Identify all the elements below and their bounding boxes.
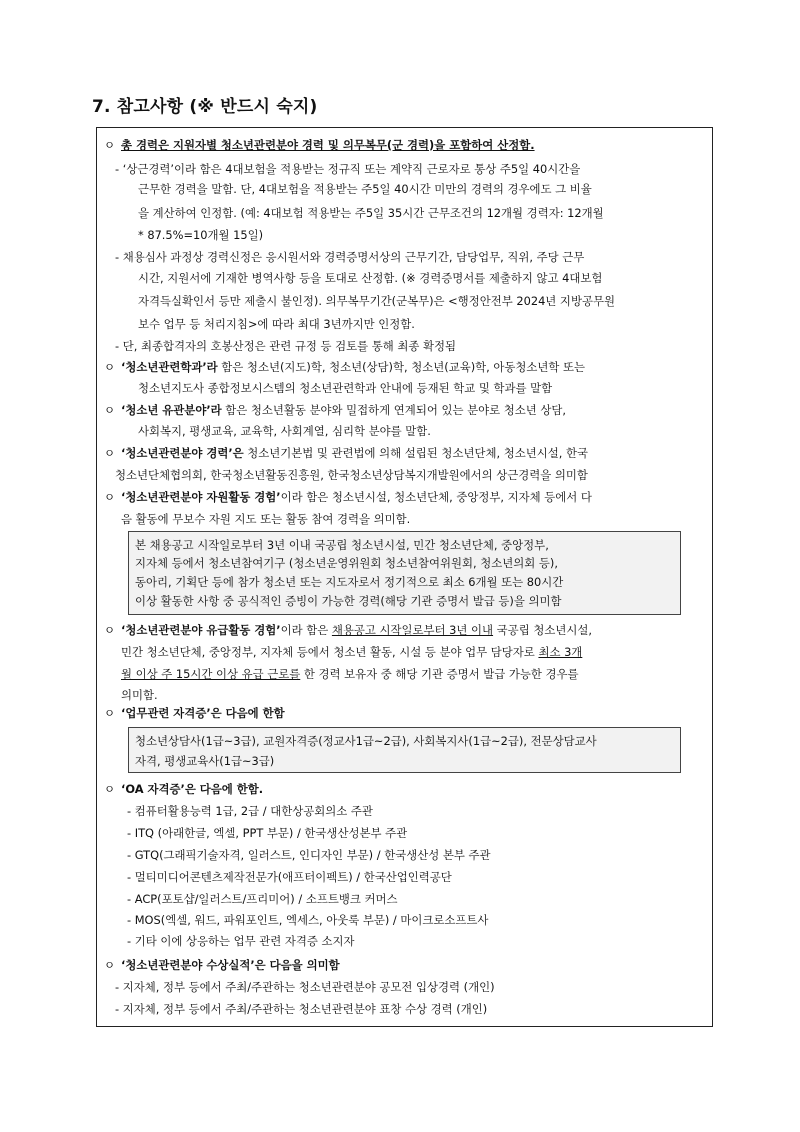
career-review-line-3: 자격득실확인서 등만 제출시 불인정). 의무복무기간(군복무)은 <행정안전부 2024년 지방공무원 xyxy=(138,294,615,308)
fulltime-career-line-1: - ‘상근경력’이라 함은 4대보험을 적용받는 정규직 또는 계약직 근로자로 통상 주5일 40시간을 xyxy=(115,162,581,176)
salary-step-note: - 단, 최종합격자의 호봉산정은 관련 규정 등 검토를 통해 최종 확정됨 xyxy=(115,339,457,353)
bullet-icon: ㅇ xyxy=(104,403,116,417)
oa-item: - 기타 이에 상응하는 업무 관련 자격증 소지자 xyxy=(127,934,355,948)
volunteer-box-line-2: 지자체 등에서 청소년참여기구 (청소년운영위원회 청소년참여위원회, 청소년의회 등), xyxy=(135,556,558,570)
awards-item: - 지자체, 정부 등에서 주최/주관하는 청소년관련분야 공모전 입상경력 (개인) xyxy=(115,980,495,994)
paid-activity-line-2-text: 민간 청소년단체, 중앙정부, 지자체 등에서 청소년 활동, 시설 등 분야 업무 담당자로 xyxy=(121,645,539,659)
volunteer-term: ‘청소년관련분야 자원활동 경험’ xyxy=(121,490,281,504)
section-title: 7. 참고사항 (※ 반드시 숙지) xyxy=(92,97,318,117)
paid-activity-hours: 월 이상 주 15시간 이상 유급 근로를 xyxy=(121,667,301,681)
career-review-line-1: - 채용심사 과정상 경력신정은 응시원서와 경력증명서상의 근무기간, 담당업무, 직위, 주당 근무 xyxy=(115,250,585,264)
oa-heading: ‘OA 자격증’은 다음에 한함. xyxy=(121,782,264,796)
bullet-icon: ㅇ xyxy=(104,138,116,152)
fulltime-career-line-2: 근무한 경력을 말함. 단, 4대보험을 적용받는 주5일 40시간 미만의 경력의 경우에도 그 비율 xyxy=(138,182,592,196)
field-career-line-2: 청소년단체협의회, 한국청소년활동진흥원, 한국청소년상담복지개발원에서의 상근경력을 의미함 xyxy=(115,468,588,482)
volunteer-line-1 xyxy=(121,490,592,505)
related-field-term: ‘청소년 유관분야’라 xyxy=(121,403,222,417)
related-field-line-2: 사회복지, 평생교육, 교육학, 사회계열, 심리학 분야를 말함. xyxy=(138,424,431,438)
licenses-heading: ‘업무관련 자격증’은 다음에 한함 xyxy=(121,706,285,720)
bullet-icon: ㅇ xyxy=(104,446,116,460)
oa-item: - ITQ (아래한글, 엑셀, PPT 부문) / 한국생산성본부 주관 xyxy=(127,826,408,840)
related-field-def: 함은 청소년활동 분야와 밀접하게 연계되어 있는 분야로 청소년 상담, xyxy=(221,403,566,417)
paid-activity-line-3 xyxy=(121,667,579,682)
bullet-icon: ㅇ xyxy=(104,623,116,637)
licenses-box-line-2: 자격, 평생교육사(1급~3급) xyxy=(135,754,275,768)
bullet-icon: ㅇ xyxy=(104,782,116,796)
field-career-term: ‘청소년관련분야 경력’은 xyxy=(121,446,244,460)
awards-heading: ‘청소년관련분야 수상실적’은 다음을 의미함 xyxy=(121,958,340,972)
bullet-icon: ㅇ xyxy=(104,958,116,972)
oa-item: - ACP(포토샵/일러스트/프리미어) / 소프트뱅크 커머스 xyxy=(127,892,398,906)
youth-dept-line-2: 청소년지도사 종합정보시스템의 청소년관련학과 안내에 등재된 학교 및 학과를 말함 xyxy=(138,381,553,395)
licenses-box-line-1: 청소년상담사(1급~3급), 교원자격증(정교사1급~2급), 사회복지사(1급~2급), 전문상담교사 xyxy=(135,734,597,748)
paid-activity-line-3-text: 한 경력 보유자 중 해당 기관 증명서 발급 가능한 경우를 xyxy=(300,667,579,681)
volunteer-line-2: 음 활동에 무보수 자원 지도 또는 활동 참여 경력을 의미함. xyxy=(121,512,411,526)
oa-item: - 컴퓨터활용능력 1급, 2급 / 대한상공회의소 주관 xyxy=(127,804,373,818)
volunteer-def: 이라 함은 청소년시설, 청소년단체, 중앙정부, 지자체 등에서 다 xyxy=(280,490,592,504)
bullet-icon: ㅇ xyxy=(104,706,116,720)
oa-item: - GTQ(그래픽기술자격, 일러스트, 인디자인 부문) / 한국생산성 본부 주관 xyxy=(127,848,491,862)
fulltime-career-line-3: 을 계산하여 인정함. (예: 4대보험 적용받는 주5일 35시간 근무조건의 12개월 경력자: 12개월 xyxy=(138,206,604,220)
field-career-line-1 xyxy=(121,446,588,461)
paid-activity-period: 채용공고 시작일로부터 3년 이내 xyxy=(331,623,494,637)
career-review-line-2: 시간, 지원서에 기재한 병역사항 등을 토대로 산정함. (※ 경력증명서를 제출하지 않고 4대보험 xyxy=(138,271,603,285)
paid-activity-def-b: 국공립 청소년시설, xyxy=(493,623,592,637)
total-career-heading: 총 경력은 지원자별 청소년관련분야 경력 및 의무복무(군 경력)을 포함하여 산정함. xyxy=(121,138,535,152)
volunteer-box-line-3: 동아리, 기획단 등에 참가 청소년 또는 지도자로서 정기적으로 최소 6개월 또는 80시간 xyxy=(135,575,564,589)
paid-activity-min-months: 최소 3개 xyxy=(538,645,583,659)
related-field-line-1 xyxy=(121,403,566,418)
youth-dept-def: 함은 청소년(지도)학, 청소년(상담)학, 청소년(교육)학, 아동청소년학 또는 xyxy=(217,360,586,374)
awards-item: - 지자체, 정부 등에서 주최/주관하는 청소년관련분야 표창 수상 경력 (개인) xyxy=(115,1002,488,1016)
bullet-icon: ㅇ xyxy=(104,360,116,374)
bullet-icon: ㅇ xyxy=(104,490,116,504)
career-review-line-4: 보수 업무 등 처리지침>에 따라 최대 3년까지만 인정함. xyxy=(138,317,415,331)
paid-activity-line-4: 의미함. xyxy=(121,688,158,702)
field-career-def: 청소년기본법 및 관련법에 의해 설립된 청소년단체, 청소년시설, 한국 xyxy=(243,446,588,460)
youth-dept-line-1 xyxy=(121,360,585,375)
paid-activity-line-2 xyxy=(121,645,582,660)
volunteer-box-line-4: 이상 활동한 사항 중 공식적인 증빙이 가능한 경력(해당 기관 증명서 발급 등)을 의미함 xyxy=(135,594,562,608)
youth-dept-term: ‘청소년관련학과’라 xyxy=(121,360,218,374)
oa-item: - 멀티미디어콘텐츠제작전문가(애프터이펙트) / 한국산업인력공단 xyxy=(127,870,452,884)
paid-activity-def-a: 이라 함은 xyxy=(280,623,332,637)
fulltime-career-line-4: * 87.5%=10개월 15일) xyxy=(138,228,264,242)
volunteer-box-line-1: 본 채용공고 시작일로부터 3년 이내 국공립 청소년시설, 민간 청소년단체, 중앙정부, xyxy=(135,538,549,552)
oa-item: - MOS(엑셀, 워드, 파워포인트, 엑세스, 아웃룩 부문) / 마이크로소프트사 xyxy=(127,913,489,927)
paid-activity-line-1 xyxy=(121,623,592,638)
paid-activity-term: ‘청소년관련분야 유급활동 경험’ xyxy=(121,623,281,637)
